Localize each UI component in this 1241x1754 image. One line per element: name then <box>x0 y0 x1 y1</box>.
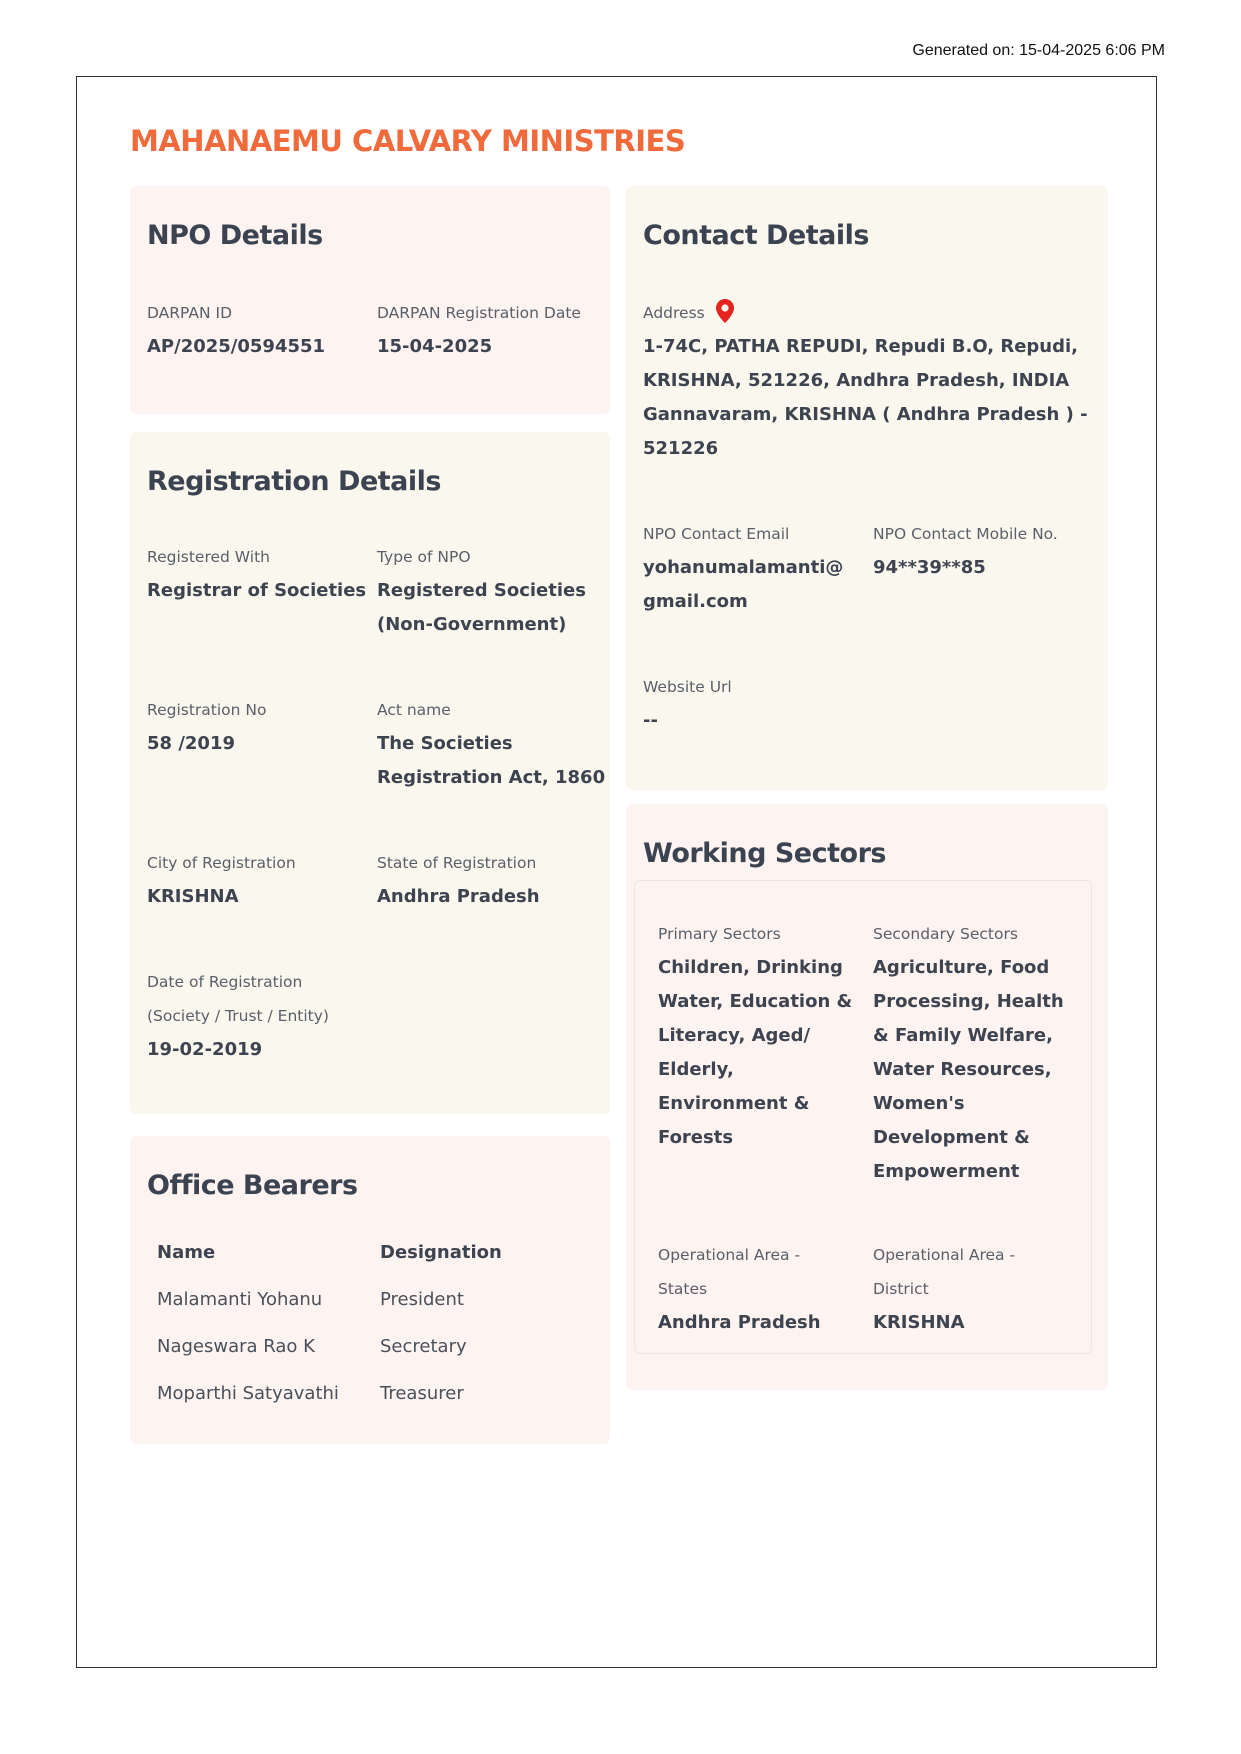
operational-states-value: Andhra Pradesh <box>658 1312 821 1333</box>
contact-details-card <box>626 186 1108 790</box>
sectors-inner-panel <box>634 880 1092 1354</box>
contact-email-value-line2: gmail.com <box>643 591 748 612</box>
office-bearers-title: Office Bearers <box>147 1170 358 1201</box>
contact-mobile-label: NPO Contact Mobile No. <box>873 525 1058 543</box>
generated-timestamp <box>912 42 1165 60</box>
state-of-registration-label: State of Registration <box>377 854 537 872</box>
address-line: Gannavaram, KRISHNA ( Andhra Pradesh ) - <box>643 404 1088 425</box>
registration-no-value: 58 /2019 <box>147 733 235 754</box>
registration-no-label: Registration No <box>147 701 267 719</box>
npo-type-value-line2: (Non-Government) <box>377 614 567 635</box>
address-line: KRISHNA, 521226, Andhra Pradesh, INDIA <box>643 370 1070 391</box>
secondary-sector-line: & Family Welfare, <box>873 1025 1053 1046</box>
operational-district-value: KRISHNA <box>873 1312 965 1333</box>
bearer-designation: President <box>380 1289 464 1310</box>
registration-details-card <box>130 432 610 1114</box>
npo-details-title: NPO Details <box>147 220 323 251</box>
working-sectors-title: Working Sectors <box>643 838 886 869</box>
date-of-registration-label-line1: Date of Registration <box>147 973 303 991</box>
primary-sector-line: Children, Drinking <box>658 957 843 978</box>
secondary-sector-line: Women's <box>873 1093 965 1114</box>
primary-sector-line: Forests <box>658 1127 734 1148</box>
bearers-designation-header: Designation <box>380 1242 502 1263</box>
bearer-name: Moparthi Satyavathi <box>157 1383 339 1404</box>
address-line: 521226 <box>643 438 719 459</box>
registered-with-value: Registrar of Societies <box>147 580 367 601</box>
secondary-sector-line: Water Resources, <box>873 1059 1052 1080</box>
primary-sector-line: Environment & <box>658 1093 810 1114</box>
state-of-registration-value: Andhra Pradesh <box>377 886 540 907</box>
act-name-value-line2: Registration Act, 1860 <box>377 767 606 788</box>
city-of-registration-value: KRISHNA <box>147 886 239 907</box>
website-url-label: Website Url <box>643 678 732 696</box>
bearer-designation: Treasurer <box>380 1383 464 1404</box>
npo-details-card <box>130 186 610 414</box>
secondary-sector-line: Development & <box>873 1127 1030 1148</box>
darpan-id-label: DARPAN ID <box>147 304 233 322</box>
registered-with-label: Registered With <box>147 548 270 566</box>
bearer-name: Nageswara Rao K <box>157 1336 315 1357</box>
operational-district-label-line1: Operational Area - <box>873 1246 1016 1264</box>
date-of-registration-value: 19-02-2019 <box>147 1039 263 1060</box>
generated-value: 15-04-2025 6:06 PM <box>1019 42 1165 59</box>
secondary-sector-line: Processing, Health <box>873 991 1064 1012</box>
bearers-name-header: Name <box>157 1242 216 1263</box>
contact-mobile-value: 94**39**85 <box>873 557 986 578</box>
darpan-reg-date-label: DARPAN Registration Date <box>377 304 581 322</box>
secondary-sector-line: Empowerment <box>873 1161 1020 1182</box>
organization-title: MAHANAEMU CALVARY MINISTRIES <box>130 124 686 158</box>
act-name-label: Act name <box>377 701 451 719</box>
city-of-registration-label: City of Registration <box>147 854 296 872</box>
website-url-value: -- <box>643 710 658 731</box>
primary-sector-line: Literacy, Aged/ <box>658 1025 811 1046</box>
contact-email-value-line1: yohanumalamanti@ <box>643 557 844 578</box>
secondary-sectors-label: Secondary Sectors <box>873 925 1018 943</box>
office-bearers-card <box>130 1136 610 1444</box>
act-name-value-line1: The Societies <box>377 733 513 754</box>
secondary-sector-line: Agriculture, Food <box>873 957 1050 978</box>
address-line: 1-74C, PATHA REPUDI, Repudi B.O, Repudi, <box>643 336 1078 357</box>
registration-details-title: Registration Details <box>147 466 441 497</box>
operational-states-label-line2: States <box>658 1280 708 1298</box>
primary-sector-line: Elderly, <box>658 1059 734 1080</box>
operational-states-label-line1: Operational Area - <box>658 1246 801 1264</box>
bearer-designation: Secretary <box>380 1336 467 1357</box>
npo-type-label: Type of NPO <box>377 548 471 566</box>
operational-district-label-line2: District <box>873 1280 929 1298</box>
address-label: Address <box>643 304 705 322</box>
npo-type-value-line1: Registered Societies <box>377 580 586 601</box>
darpan-id-value: AP/2025/0594551 <box>147 336 326 357</box>
primary-sector-line: Water, Education & <box>658 991 853 1012</box>
date-of-registration-label-line2: (Society / Trust / Entity) <box>147 1007 329 1025</box>
primary-sectors-label: Primary Sectors <box>658 925 781 943</box>
contact-details-title: Contact Details <box>643 220 869 251</box>
bearer-name: Malamanti Yohanu <box>157 1289 323 1310</box>
location-pin-icon <box>716 299 734 323</box>
contact-email-label: NPO Contact Email <box>643 525 790 543</box>
darpan-reg-date-value: 15-04-2025 <box>377 336 493 357</box>
generated-label: Generated on: <box>912 42 1020 59</box>
